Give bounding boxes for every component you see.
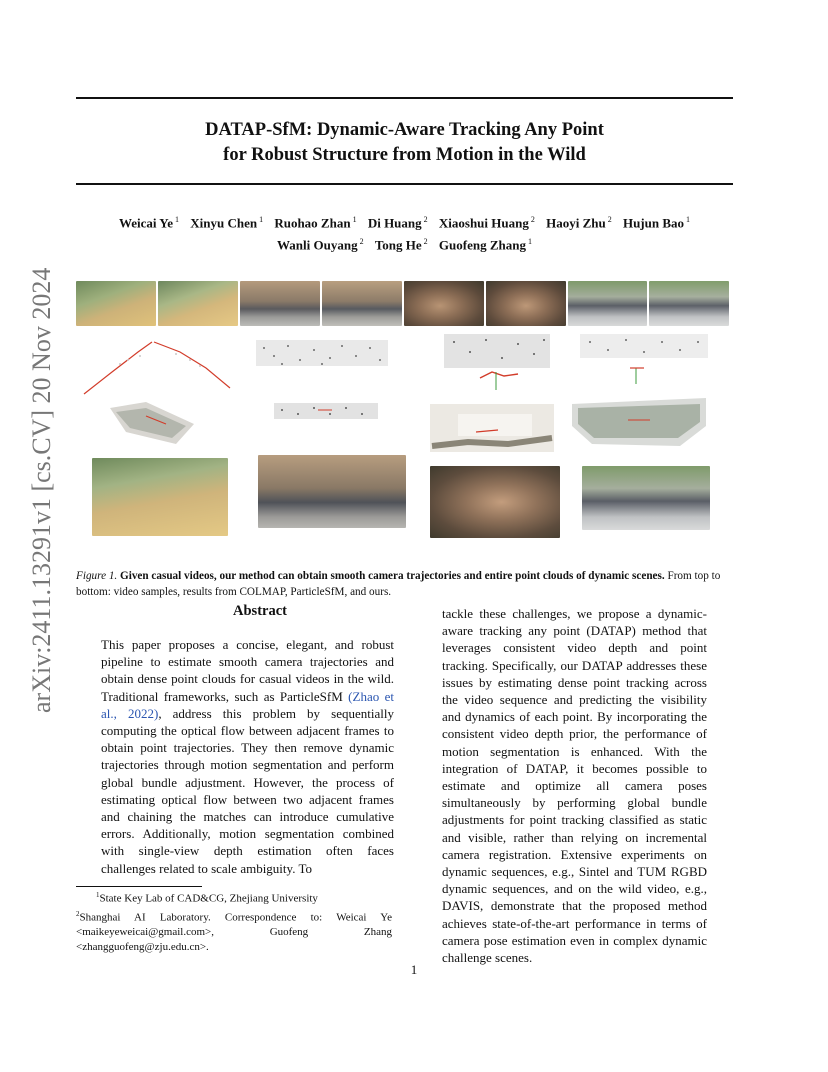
ours-result-skate: [92, 458, 228, 536]
footnote: $^1$State Key Lab of CAD&CG, Zhejiang University $^2$Shanghai AI Laboratory. Correspondence to: Weicai Ye <maikeyeweicai@gmail.com>, Guofeng Zhang <zhangguofeng@zju.edu.cn>.: [76, 891, 392, 954]
colmap-result-skate: [80, 330, 235, 398]
title-line-2: for Robust Structure from Motion in the Wild: [223, 145, 586, 165]
author: Xiaoshui Huang $^2$: [438, 215, 535, 231]
video-sample-car-1: [240, 281, 320, 326]
abstract-left-column: This paper proposes a concise, elegant, and robust pipeline to estimate smooth camera trajectories and obtain dense point clouds for casual videos in the wild. Traditional frameworks, such as ParticleSfM (Zhao et al., 2022), address this problem by sequentially computing the optical flow between adjacent frames to obtain point trajectories. They then remove dynamic trajectories through motion segmentation and perform global bundle adjustment. However, the process of estimating optical flow between two adjacent frames and chaining the matches can introduce cumulative errors. Additionally, motion segmentation combined with single-view depth estimation often faces challenges related to scale ambiguity. To: [101, 637, 395, 876]
abstract-heading: Abstract: [233, 603, 287, 619]
title-line-1: DATAP-SfM: Dynamic-Aware Tracking Any Point: [205, 120, 604, 140]
author: Wanli Ouyang $^2$: [277, 237, 364, 253]
particlesfm-result-car: [272, 400, 380, 424]
title-bottom-rule: [76, 183, 733, 185]
video-sample-motorbike-1: [568, 281, 647, 326]
abstract-right-column: tackle these challenges, we propose a dynamic-aware tracking any point (DATAP) method that leverages consistent video depth and point tracking. Specifically, our DATAP addresses these issues by estimating dense point tracking across the video sequence and predicting the visibility and dynamics of each point. By incorporating the consistent video depth prior, the performance of motion segmentation is enhanced. With the integration of DATAP, it becomes possible to estimate and optimize all camera poses simultaneously by performing global bundle adjustments for point tracking classified as static and visible, rather than relying on incremental camera registration. Extensive experiments on dynamic sequences, e.g., Sintel and TUM RGBD dynamic sequences, and on the wild video, e.g., DAVIS, demonstrate that the proposed method achieves state-of-the-art performance in terms of camera pose estimation even in complex dynamic challenge scenes.: [442, 606, 707, 966]
arxiv-stamp: arXiv:2411.13291v1 [cs.CV] 20 Nov 2024: [27, 267, 56, 713]
video-sample-rhino-1: [404, 281, 484, 326]
author: Di Huang $^2$: [367, 215, 428, 231]
author-row-1: [76, 210, 733, 232]
particlesfm-result-motorbike: [568, 396, 710, 450]
author: Ruohao Zhan $^1$: [274, 215, 357, 231]
citation-link[interactable]: (Zhao et al., 2022): [101, 688, 395, 721]
ours-result-car: [258, 455, 406, 528]
video-sample-skate-2: [158, 281, 238, 326]
caption-text: From top to bottom: video samples, results from COLMAP, ParticleSfM, and ours.: [76, 570, 721, 598]
title-top-rule: [76, 97, 733, 99]
paper-title: [76, 118, 733, 168]
ours-result-motorbike: [582, 466, 710, 530]
author-list: [76, 210, 733, 255]
author: Tong He $^2$: [374, 237, 428, 253]
author: Weicai Ye $^1$: [118, 215, 179, 231]
colmap-result-rhino: [440, 330, 555, 392]
video-sample-rhino-2: [486, 281, 566, 326]
figure-caption: [76, 568, 733, 600]
video-sample-motorbike-2: [649, 281, 729, 326]
video-sample-car-2: [322, 281, 402, 326]
footnote-rule: [76, 886, 202, 887]
colmap-result-car: [252, 334, 392, 374]
particlesfm-result-rhino: [428, 402, 556, 454]
author: Hujun Bao $^1$: [622, 215, 691, 231]
particlesfm-result-skate: [106, 398, 198, 448]
ours-result-rhino: [430, 466, 560, 538]
colmap-result-motorbike: [574, 330, 714, 388]
author: Guofeng Zhang $^1$: [438, 237, 532, 253]
figure-label: Figure 1.: [76, 570, 118, 582]
caption-bold: Given casual videos, our method can obtain smooth camera trajectories and entire point clouds of dynamic scenes.: [120, 570, 665, 582]
page-number: 1: [410, 962, 418, 977]
author-row-2: [76, 232, 733, 254]
author: Xinyu Chen $^1$: [190, 215, 264, 231]
video-sample-skate-1: [76, 281, 156, 326]
author: Haoyi Zhu $^2$: [546, 215, 612, 231]
